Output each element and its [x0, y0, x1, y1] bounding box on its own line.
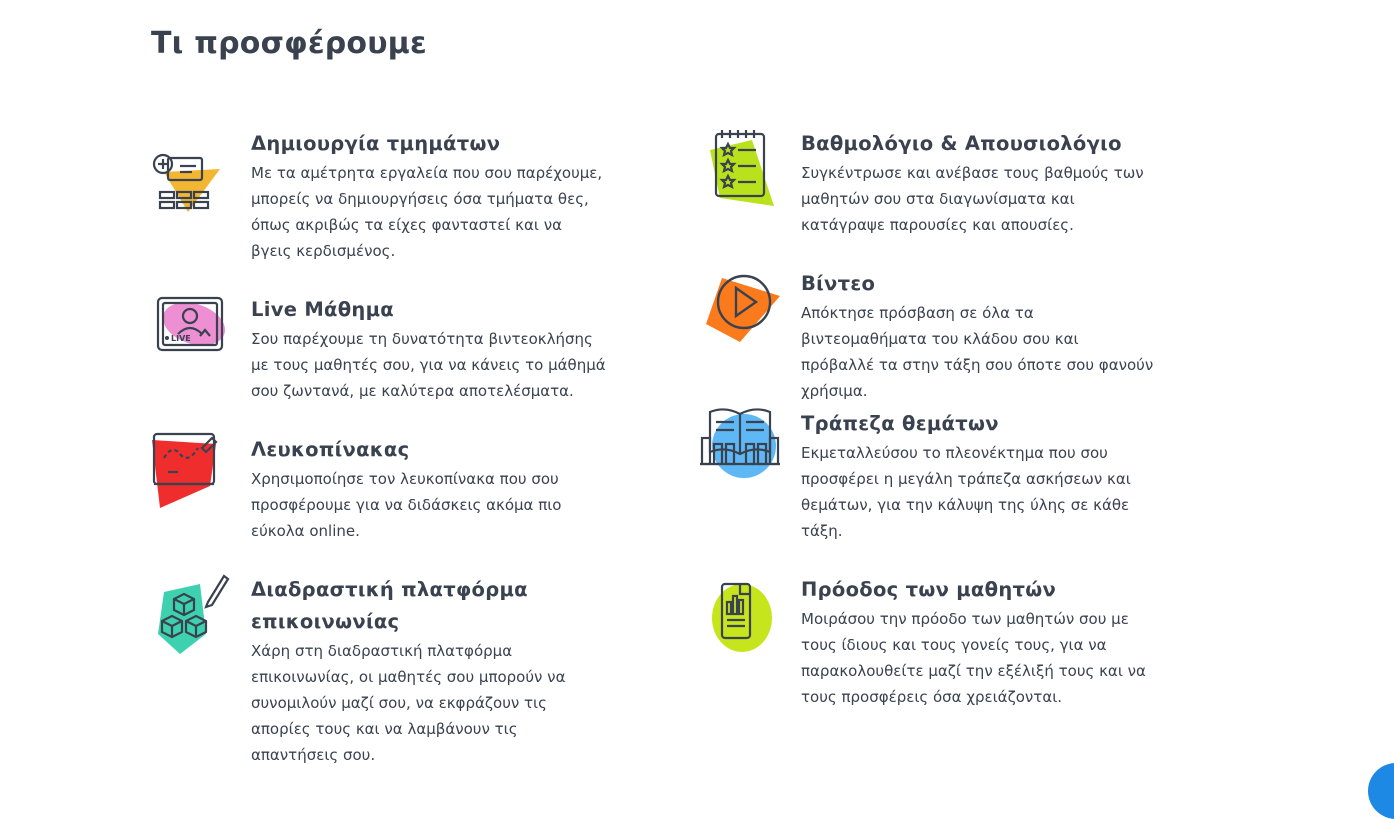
feature-description: Με τα αμέτρητα εργαλεία που σου παρέχουμε, μπορείς να δημιουργήσεις όσα τμήματα θες, όπως ακριβώς τα είχες φανταστεί και να βγεις κερδισμένος. [251, 164, 603, 260]
live-badge: LIVE [171, 334, 191, 343]
feature-title: Δημιουργία τμημάτων [251, 132, 501, 155]
feature-title: Διαδραστική πλατφόρμα επικοινωνίας [251, 578, 528, 633]
progress-report-icon [700, 576, 780, 656]
play-video-icon [700, 274, 780, 354]
feature-description: Χάρη στη διαδραστική πλατφόρμα επικοινωνίας, οι μαθητές σου μπορούν να συνομιλούν μαζί σου, να εκφράζουν τις απορίες τους και να λαμβάνουν τις απαντήσεις σου. [251, 642, 566, 764]
page-title: Τι προσφέρουμε [151, 26, 427, 61]
feature-description: Σου παρέχουμε τη δυνατότητα βιντεοκλήσης με τους μαθητές σου, για να κάνεις το μάθημά σου ζωντανά, με καλύτερα αποτελέσματα. [251, 330, 606, 400]
gradebook-icon [700, 128, 780, 208]
feature-description: Μοιράσου την πρόοδο των μαθητών σου με τους ίδιους και τους γονείς τους, για να παρακολουθείτε μαζί την εξέλιξή τους και να τους προσφέρεις όσα χρειάζονται. [801, 610, 1146, 706]
feature-description: Συγκέντρωσε και ανέβασε τους βαθμούς των μαθητών σου στα διαγωνίσματα και κατάγραψε παρουσίες και απουσίες. [801, 164, 1144, 234]
feature-title: Λευκοπίνακας [251, 438, 410, 461]
feature-title: Πρόοδος των μαθητών [801, 578, 1057, 601]
feature-title: Live Μάθημα [251, 298, 394, 321]
books-icon [700, 402, 780, 482]
feature-description: Απόκτησε πρόσβαση σε όλα τα βιντεομαθήματα του κλάδου σου και πρόβαλλέ τα στην τάξη σου όποτε σου φανούν χρήσιμα. [801, 304, 1154, 400]
chat-widget-button[interactable] [1368, 763, 1394, 819]
cubes-pencil-icon [150, 574, 230, 654]
feature-description: Εκμεταλλεύσου το πλεονέκτημα που σου προσφέρει η μεγάλη τράπεζα ασκήσεων και θεμάτων, για την κάλυψη της ύλης σε κάθε τάξη. [801, 444, 1131, 540]
feature-title: Βαθμολόγιο & Απουσιολόγιο [801, 132, 1122, 155]
live-video-icon [150, 294, 230, 374]
whiteboard-icon [150, 428, 230, 508]
feature-title: Τράπεζα θεμάτων [801, 412, 999, 435]
feature-description: Χρησιμοποίησε τον λευκοπίνακα που σου προσφέρουμε για να διδάσκεις ακόμα πιο εύκολα online. [251, 470, 562, 540]
feature-title: Βίντεο [801, 272, 876, 295]
classroom-icon [150, 142, 230, 222]
